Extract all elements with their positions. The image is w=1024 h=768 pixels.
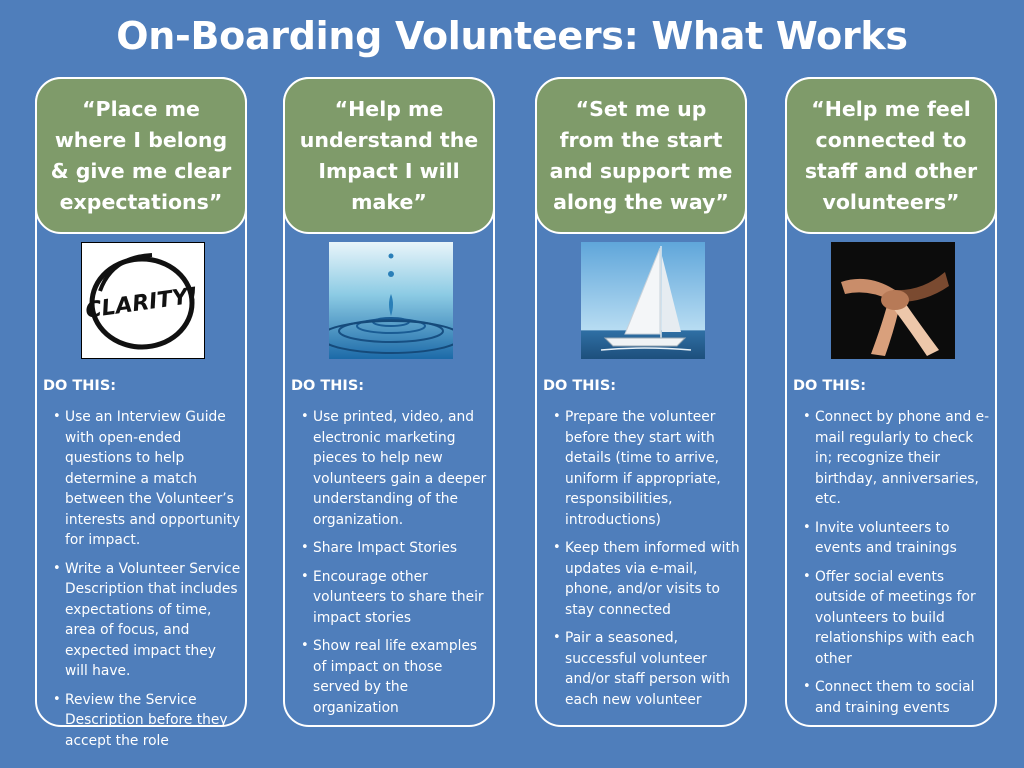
list-item: • Write a Volunteer Service Description that includes expectations of time, area of focus, and expected impact they will have. (53, 560, 241, 679)
list-item: • Review the Service Description before they accept the role (53, 691, 228, 749)
action-list (787, 407, 995, 726)
column-header: “Set me up from the start and support me along the way” (535, 77, 747, 234)
sailboat-icon (581, 242, 705, 359)
do-this-label: DO THIS: (291, 378, 365, 394)
column-card-connected (785, 77, 997, 727)
list-item: • Use an Interview Guide with open-ended questions to help determine a match between the Volunteer’s interests and opportunity for impact. (53, 409, 241, 548)
linked-hands-icon (831, 242, 955, 359)
list-item: • Pair a seasoned, successful volunteer and/or staff person with each new volunteer (553, 630, 730, 708)
list-item: • Invite volunteers to events and trainings (803, 519, 957, 556)
list-item: • Use printed, video, and electronic marketing pieces to help new volunteers gain a deeper understanding of the organization. (301, 409, 487, 528)
do-this-label: DO THIS: (43, 378, 117, 394)
column-card-impact (283, 77, 495, 727)
column-card-place-me (35, 77, 247, 749)
column-header: “Help me understand the Impact I will make” (283, 77, 495, 234)
action-list (285, 407, 493, 726)
action-list (537, 407, 745, 718)
clarity-icon (81, 242, 205, 359)
list-item: • Encourage other volunteers to share their impact stories (301, 568, 484, 626)
list-item: • Share Impact Stories (301, 540, 458, 556)
column-header: “Place me where I belong & give me clear expectations” (35, 77, 247, 234)
do-this-label: DO THIS: (793, 378, 867, 394)
list-item: • Offer social events outside of meetings for volunteers to build relationships with each other (803, 568, 976, 667)
list-item: • Connect by phone and e-mail regularly to check in; recognize their birthday, anniversaries, etc. (803, 409, 990, 507)
list-item: • Connect them to social and training events (803, 679, 975, 716)
action-list (37, 407, 245, 759)
clarity-text: CLARITY! (83, 283, 200, 324)
do-this-label: DO THIS: (543, 378, 617, 394)
column-header: “Help me feel connected to staff and other volunteers” (785, 77, 997, 234)
page-title: On-Boarding Volunteers: What Works (116, 14, 908, 58)
list-item: • Prepare the volunteer before they start with details (time to arrive, uniform if appropriate, responsibilities, introductions) (553, 409, 721, 528)
list-item: • Keep them informed with updates via e-mail, phone, and/or visits to stay connected (553, 540, 740, 618)
column-card-support (535, 77, 747, 727)
water-drop-icon (329, 242, 453, 359)
list-item: • Show real life examples of impact on those served by the organization (301, 638, 478, 716)
